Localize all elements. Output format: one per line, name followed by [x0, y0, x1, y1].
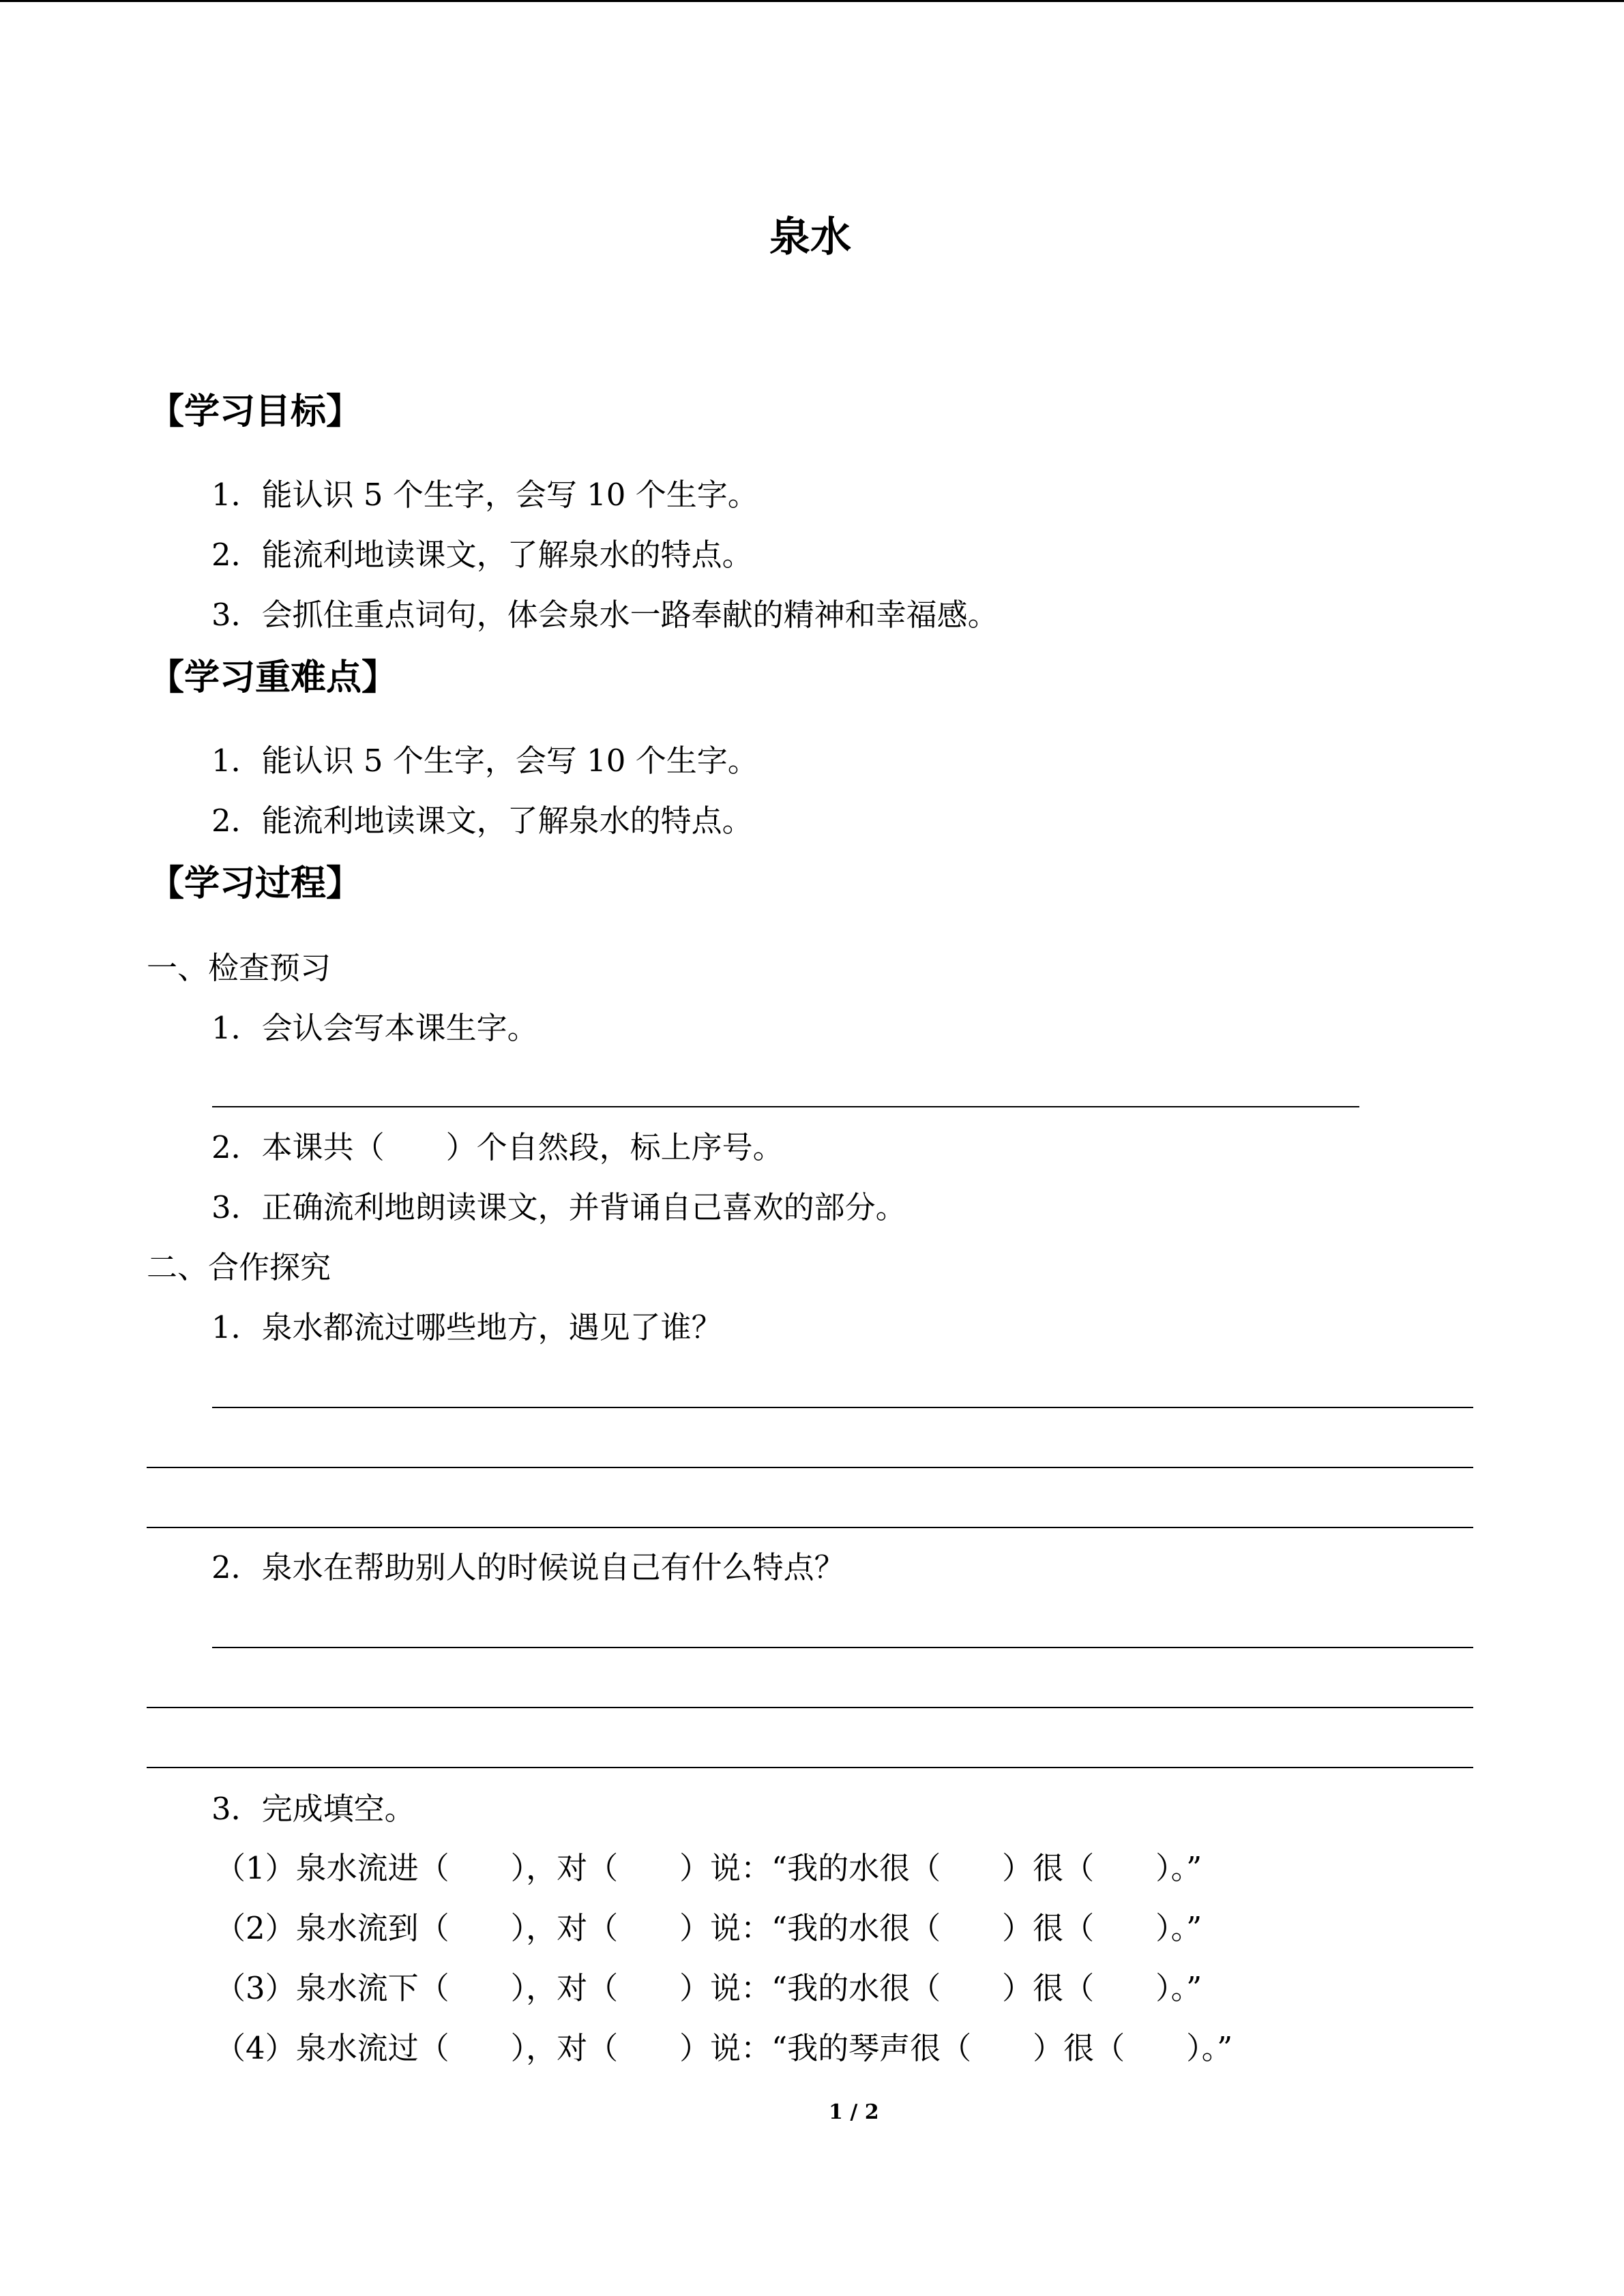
- fill-blank-4: （4）泉水流过（ ），对（ ）说：“我的琴声很（ ）很（ ）。”: [215, 2030, 1233, 2066]
- answer-line: [147, 1467, 1473, 1468]
- key-points-item-2: 2．能流利地读课文，了解泉水的特点。: [211, 803, 753, 839]
- page-top-border: [0, 0, 1624, 2]
- part1-heading: 一、检查预习: [147, 950, 331, 986]
- key-points-item-1: 1．能认识 5 个生字，会写 10 个生字。: [211, 743, 758, 779]
- goals-heading: 【学习目标】: [149, 391, 362, 432]
- goals-item-2: 2．能流利地读课文，了解泉水的特点。: [211, 537, 753, 573]
- part1-question-1: 1．会认会写本课生字。: [211, 1010, 538, 1046]
- answer-line: [212, 1647, 1473, 1648]
- goals-item-3: 3．会抓住重点词句，体会泉水一路奉献的精神和幸福感。: [211, 597, 999, 633]
- part2-question-2: 2．泉水在帮助别人的时候说自己有什么特点？: [211, 1549, 845, 1585]
- part1-question-3: 3．正确流利地朗读课文，并背诵自己喜欢的部分。: [211, 1189, 906, 1225]
- part2-question-1: 1．泉水都流过哪些地方，遇见了谁？: [211, 1309, 722, 1345]
- goals-item-1: 1．能认识 5 个生字，会写 10 个生字。: [211, 477, 758, 513]
- fill-blank-2: （2）泉水流到（ ），对（ ）说：“我的水很（ ）很（ ）。”: [215, 1910, 1202, 1946]
- process-heading: 【学习过程】: [149, 863, 362, 904]
- answer-line: [147, 1707, 1473, 1708]
- answer-line: [212, 1106, 1359, 1107]
- page-title: 泉水: [769, 213, 851, 261]
- fill-blank-1: （1）泉水流进（ ），对（ ）说：“我的水很（ ）很（ ）。”: [215, 1850, 1202, 1886]
- part2-heading: 二、合作探究: [147, 1249, 331, 1285]
- fill-blank-3: （3）泉水流下（ ），对（ ）说：“我的水很（ ）很（ ）。”: [215, 1970, 1202, 2006]
- page-number: 1 / 2: [829, 2100, 879, 2124]
- part1-question-2: 2．本课共（ ）个自然段，标上序号。: [211, 1129, 784, 1165]
- answer-line: [147, 1767, 1473, 1768]
- part2-question-3: 3．完成填空。: [211, 1791, 415, 1827]
- answer-line: [212, 1407, 1473, 1408]
- answer-line: [147, 1527, 1473, 1528]
- key-points-heading: 【学习重难点】: [149, 657, 398, 698]
